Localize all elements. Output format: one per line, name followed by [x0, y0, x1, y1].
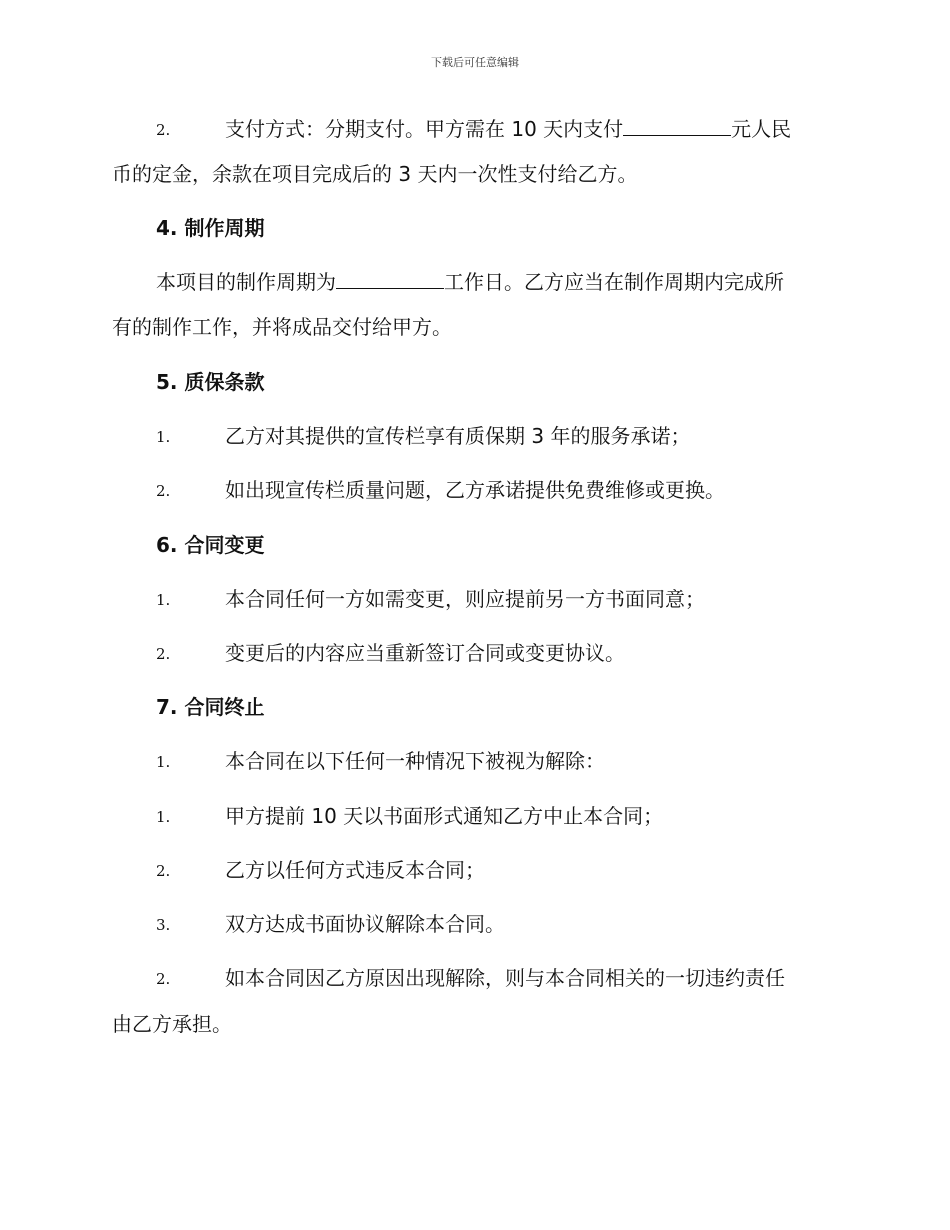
list-item-text: 双方达成书面协议解除本合同。	[225, 912, 505, 936]
text-segment: 支付方式：分期支付。甲方需在 10 天内支付	[225, 117, 624, 141]
list-number: 1.	[156, 753, 171, 771]
fill-in-blank	[623, 118, 731, 136]
fill-in-blank	[336, 271, 444, 289]
list-item-text	[225, 118, 838, 140]
list-item-text: 如出现宣传栏质量问题，乙方承诺提供免费维修或更换。	[225, 478, 725, 502]
section-heading: 5. 质保条款	[156, 370, 265, 394]
paragraph	[156, 271, 838, 293]
text-segment: 本项目的制作周期为	[156, 270, 336, 294]
section-heading: 6. 合同变更	[156, 533, 265, 557]
list-item-text: 乙方对其提供的宣传栏享有质保期 3 年的服务承诺；	[225, 424, 691, 448]
list-number: 2.	[156, 970, 171, 988]
list-item-text: 变更后的内容应当重新签订合同或变更协议。	[225, 641, 625, 665]
list-item-text: 如本合同因乙方原因出现解除，则与本合同相关的一切违约责任	[225, 966, 785, 990]
section-heading: 4. 制作周期	[156, 216, 265, 240]
list-item-text: 本合同任何一方如需变更，则应提前另一方书面同意；	[225, 587, 705, 611]
text-segment: 工作日。乙方应当在制作周期内完成所	[444, 270, 784, 294]
list-number: 1.	[156, 428, 171, 446]
list-number: 2.	[156, 121, 171, 139]
text-segment: 元人民	[731, 117, 792, 141]
list-item-text: 甲方提前 10 天以书面形式通知乙方中止本合同；	[225, 804, 664, 828]
section-heading: 7. 合同终止	[156, 695, 265, 719]
list-number: 1.	[156, 591, 171, 609]
page-header: 下载后可任意编辑	[431, 56, 519, 69]
list-number: 1.	[156, 808, 171, 826]
paragraph-continuation: 有的制作工作，并将成品交付给甲方。	[112, 315, 452, 339]
list-number: 2.	[156, 482, 171, 500]
list-number: 2.	[156, 645, 171, 663]
paragraph-continuation: 由乙方承担。	[112, 1012, 232, 1036]
list-number: 2.	[156, 862, 171, 880]
list-number: 3.	[156, 916, 171, 934]
list-item-text: 乙方以任何方式违反本合同；	[225, 858, 485, 882]
list-item-text: 本合同在以下任何一种情况下被视为解除：	[225, 749, 605, 773]
paragraph-continuation: 币的定金，余款在项目完成后的 3 天内一次性支付给乙方。	[112, 162, 638, 186]
